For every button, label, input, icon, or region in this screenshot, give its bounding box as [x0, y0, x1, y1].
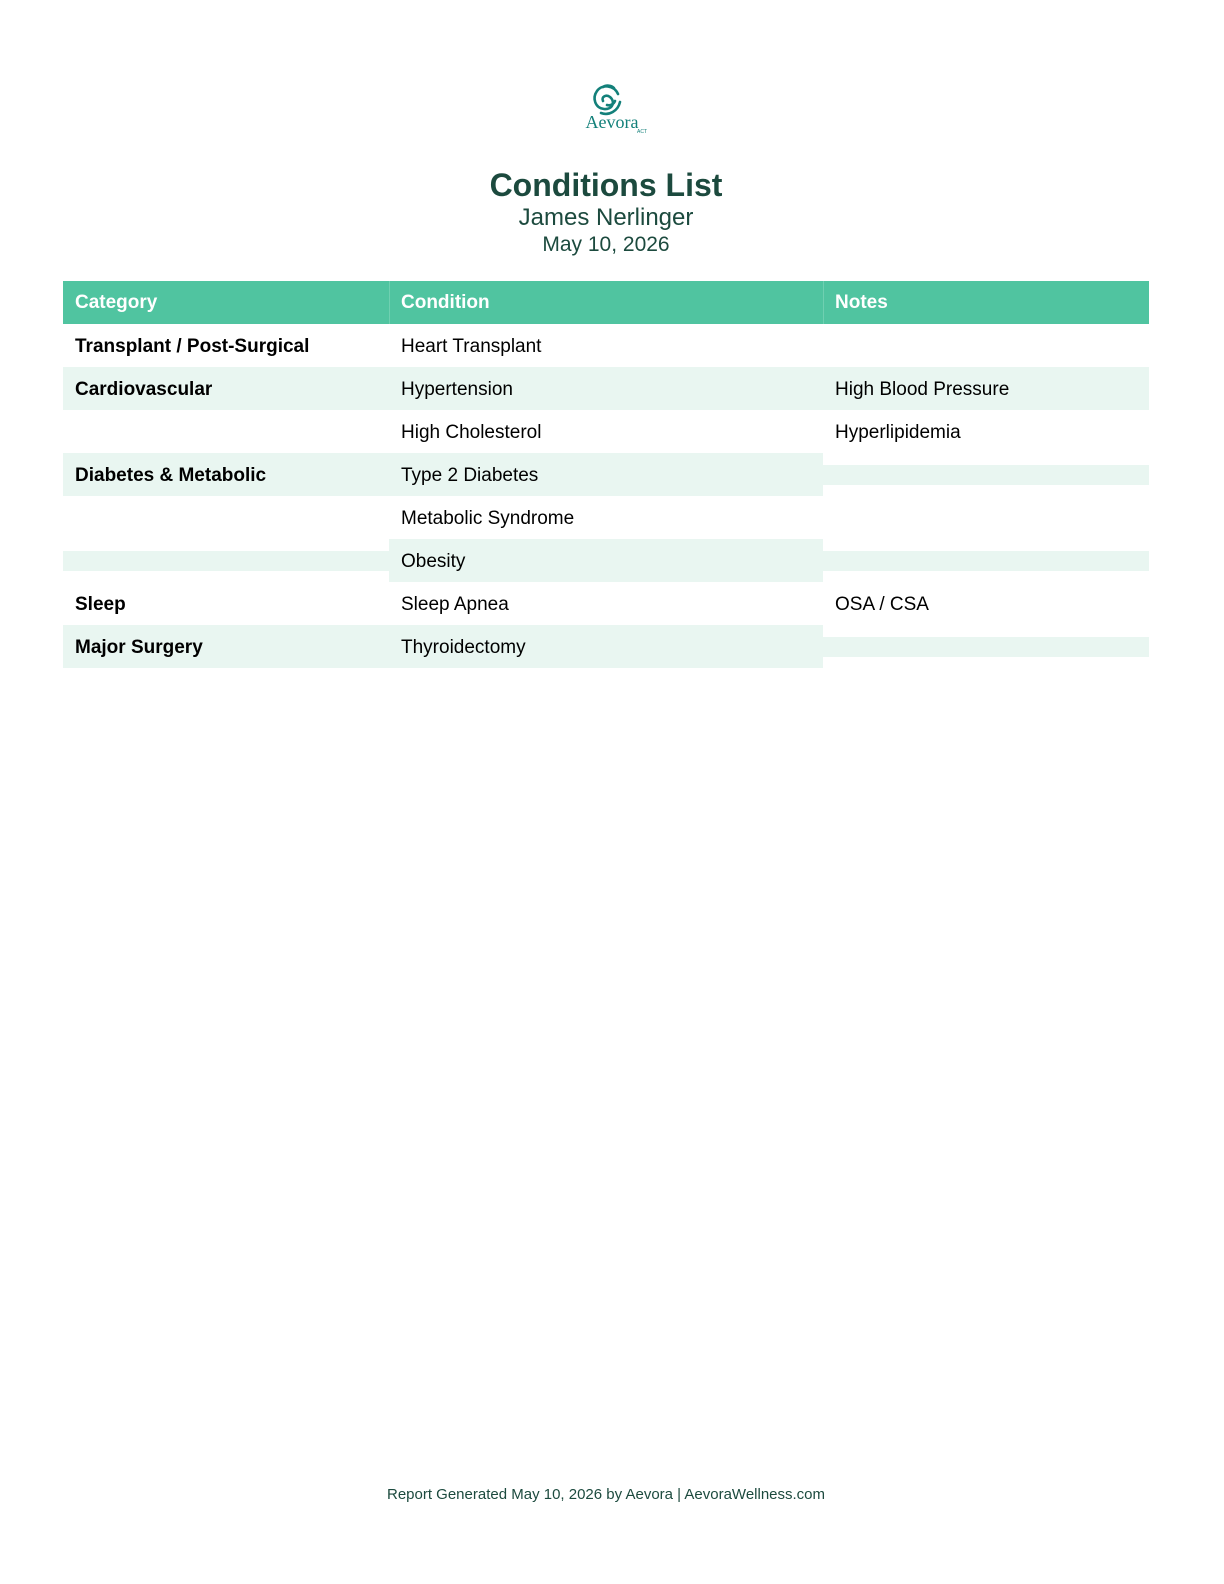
- category-cell: Major Surgery: [63, 625, 389, 668]
- condition-cell: Metabolic Syndrome: [401, 508, 575, 529]
- column-header-condition: Condition: [401, 292, 490, 313]
- patient-name: James Nerlinger: [518, 204, 694, 231]
- category-cell: [63, 410, 389, 453]
- column-header-notes: Notes: [835, 292, 888, 313]
- notes-cell: [823, 496, 1149, 539]
- condition-cell: Type 2 Diabetes: [389, 453, 823, 496]
- notes-cell: Hyperlipidemia: [835, 422, 961, 443]
- table-row: [63, 410, 1149, 453]
- table-row: [63, 367, 1149, 410]
- condition-cell: Heart Transplant: [401, 336, 542, 357]
- category-cell: [63, 551, 389, 571]
- brand-suffix: ACT: [637, 129, 647, 135]
- condition-cell: Thyroidectomy: [389, 625, 823, 668]
- category-cell: Transplant / Post-Surgical: [75, 336, 310, 357]
- report-footer: Report Generated May 10, 2026 by Aevora | AevoraWellness.com: [386, 1486, 826, 1503]
- brand-name: Aevora: [585, 112, 639, 132]
- table-header: [63, 281, 1149, 324]
- notes-cell: OSA / CSA: [835, 594, 929, 615]
- category-cell: Diabetes & Metabolic: [63, 453, 389, 496]
- page-title: Conditions List: [489, 167, 723, 203]
- notes-cell: [823, 324, 1149, 367]
- condition-cell: High Cholesterol: [401, 422, 542, 443]
- notes-cell: High Blood Pressure: [823, 367, 1149, 410]
- wave-icon: [595, 86, 620, 114]
- notes-cell: [823, 637, 1149, 657]
- table-row: [63, 582, 1149, 625]
- condition-cell: Sleep Apnea: [401, 594, 509, 615]
- table-row: [63, 625, 1149, 668]
- table-row: [63, 453, 1149, 496]
- table-row: [63, 539, 1149, 582]
- table-row: [63, 496, 1149, 539]
- report-date: May 10, 2026: [542, 233, 670, 256]
- table-row: [63, 324, 1149, 367]
- category-cell: Cardiovascular: [63, 367, 389, 410]
- table-body: [63, 324, 1149, 668]
- category-cell: [63, 496, 389, 539]
- brand-logo: [562, 80, 662, 138]
- category-cell: Sleep: [75, 594, 126, 615]
- column-header-category: Category: [75, 292, 158, 313]
- notes-cell: [823, 551, 1149, 571]
- condition-cell: Hypertension: [389, 367, 823, 410]
- conditions-table: [63, 281, 1149, 668]
- report-header: [0, 166, 1212, 258]
- condition-cell: Obesity: [389, 539, 823, 582]
- notes-cell: [823, 465, 1149, 485]
